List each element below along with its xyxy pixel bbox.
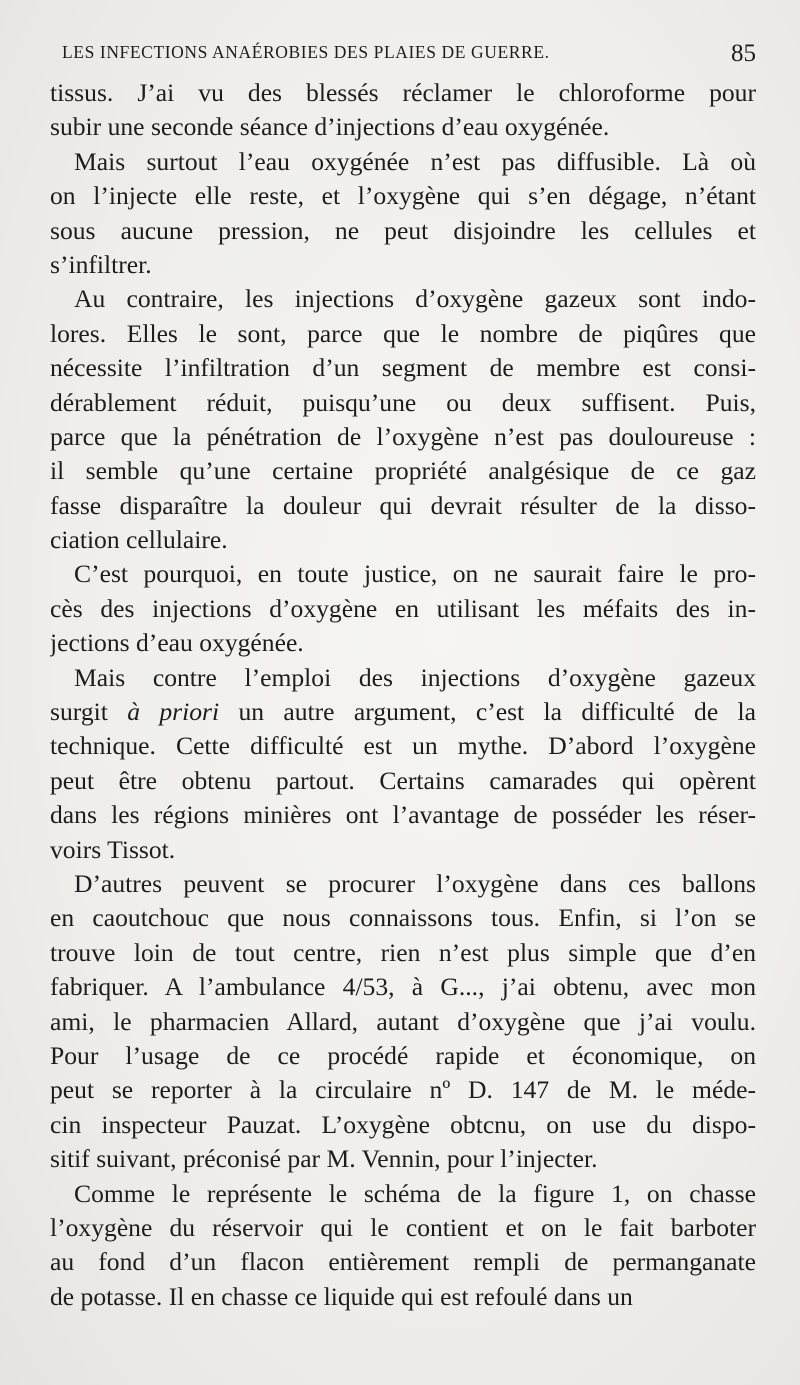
text-line: C’est pourquoi, en toute justice, on ne saurait faire le pro- bbox=[74, 559, 756, 589]
text-line: cès des injections d’oxygène en utilisant les méfaits des in- bbox=[50, 593, 756, 623]
running-head bbox=[50, 40, 756, 70]
text-line: il semble qu’une certaine propriété analgésique de ce gaz bbox=[50, 456, 756, 486]
paragraph bbox=[50, 867, 756, 1177]
text-line: trouve loin de tout centre, rien n’est plus simple que d’en bbox=[50, 937, 756, 967]
text-line: dérablement réduit, puisqu’une ou deux suffisent. Puis, bbox=[50, 387, 756, 417]
body-text bbox=[50, 76, 756, 1314]
text-line: on l’injecte elle reste, et l’oxygène qui s’en dégage, n’étant bbox=[50, 181, 756, 211]
page-number: 85 bbox=[731, 40, 756, 67]
text-line: sous aucune pression, ne peut disjoindre les cellules et bbox=[50, 215, 756, 245]
text-line: l’oxygène du réservoir qui le contient et on le fait barboter bbox=[50, 1212, 756, 1242]
text-line: peut être obtenu partout. Certains camarades qui opèrent bbox=[50, 765, 756, 795]
running-head-title: LES INFECTIONS ANAÉROBIES DES PLAIES DE GUERRE. bbox=[62, 42, 550, 62]
paragraph bbox=[50, 145, 756, 283]
text-line: en caoutchouc que nous connaissons tous. Enfin, si l’on se bbox=[50, 903, 756, 933]
text-line: ciation cellulaire. bbox=[50, 525, 228, 555]
text-line: Comme le représente le schéma de la figure 1, on chasse bbox=[74, 1178, 756, 1208]
text-line: surgit à priori un autre argument, c’est la difficulté de la bbox=[50, 697, 756, 727]
text-line: Mais contre l’emploi des injections d’oxygène gazeux bbox=[74, 662, 756, 692]
paragraph bbox=[50, 661, 756, 867]
italic-text: à priori bbox=[127, 697, 220, 727]
text-line: au fond d’un flacon entièrement rempli de permanganate bbox=[50, 1247, 756, 1277]
text-line: tissus. J’ai vu des blessés réclamer le chloroforme pour bbox=[50, 78, 756, 107]
text-line: fasse disparaître la douleur qui devrait résulter de la disso- bbox=[50, 490, 756, 520]
text-line: technique. Cette difficulté est un mythe. D’abord l’oxygène bbox=[50, 731, 756, 761]
text-line: jections d’eau oxygénée. bbox=[50, 628, 304, 658]
text-line: Pour l’usage de ce procédé rapide et économique, on bbox=[50, 1040, 756, 1070]
text-line: Mais surtout l’eau oxygénée n’est pas diffusible. Là où bbox=[74, 146, 756, 176]
paragraph bbox=[50, 282, 756, 557]
text-line: dans les régions minières ont l’avantage de posséder les réser- bbox=[50, 800, 756, 830]
text-line: Au contraire, les injections d’oxygène gazeux sont indo- bbox=[74, 284, 756, 314]
text-line: cin inspecteur Pauzat. L’oxygène obtcnu, on use du dispo- bbox=[50, 1109, 756, 1139]
text-line: sitif suivant, préconisé par M. Vennin, pour l’injecter. bbox=[50, 1144, 598, 1174]
text-line: D’autres peuvent se procurer l’oxygène dans ces ballons bbox=[74, 868, 756, 898]
paragraph bbox=[50, 557, 756, 660]
paragraph bbox=[50, 1177, 756, 1315]
text-line: s’infiltrer. bbox=[50, 249, 152, 279]
text-line: voirs Tissot. bbox=[50, 834, 176, 864]
paragraph bbox=[50, 76, 756, 145]
text-line: de potasse. Il en chasse ce liquide qui est refoulé dans un bbox=[50, 1281, 633, 1311]
text-line: parce que la pénétration de l’oxygène n’est pas douloureuse : bbox=[50, 421, 756, 451]
text-line: nécessite l’infiltration d’un segment de membre est consi- bbox=[50, 353, 756, 383]
text-line: peut se reporter à la circulaire nº D. 147 de M. le méde- bbox=[50, 1075, 756, 1105]
text-line: ami, le pharmacien Allard, autant d’oxygène que j’ai voulu. bbox=[50, 1006, 756, 1036]
text-line: fabriquer. A l’ambulance 4/53, à G..., j’ai obtenu, avec mon bbox=[50, 972, 756, 1002]
text-line: subir une seconde séance d’injections d’eau oxygénée. bbox=[50, 112, 610, 142]
text-line: lores. Elles le sont, parce que le nombre de piqûres que bbox=[50, 318, 756, 348]
